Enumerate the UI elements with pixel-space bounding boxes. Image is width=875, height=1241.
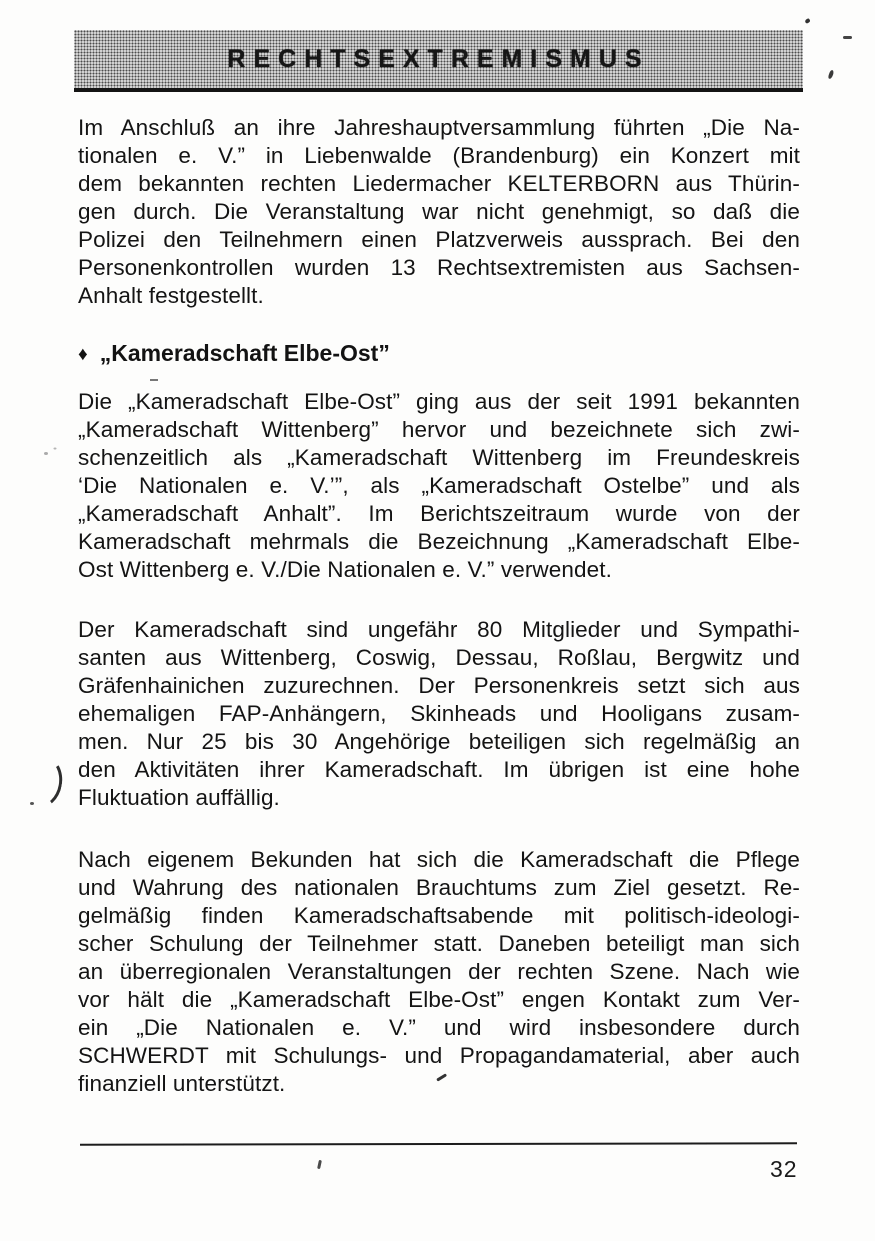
text-line: Anhalt festgestellt.: [78, 283, 264, 308]
text-line: „Kameradschaft Anhalt”. Im Berichtszeitraum wurde von der: [78, 501, 800, 526]
scan-artifact-pen-mark: [18, 753, 66, 811]
footer-rule: [80, 1142, 797, 1146]
text-line: den Aktivitäten ihrer Kameradschaft. Im übrigen ist eine hohe: [78, 757, 800, 782]
diamond-bullet-icon: ♦: [78, 344, 88, 365]
scan-artifact: [150, 379, 158, 381]
text-line: santen aus Wittenberg, Coswig, Dessau, Roßlau, Bergwitz und: [78, 645, 800, 670]
text-line: Personenkontrollen wurden 13 Rechtsextremisten aus Sachsen-: [78, 255, 800, 280]
text-line: und Wahrung des nationalen Brauchtums zum Ziel gesetzt. Re-: [78, 875, 800, 900]
text-line: Der Kameradschaft sind ungefähr 80 Mitglieder und Sympathi-: [78, 617, 800, 642]
text-line: ein „Die Nationalen e. V.” und wird insbesondere durch: [78, 1015, 800, 1040]
subsection-heading: [78, 340, 800, 367]
scan-artifact: [317, 1160, 322, 1169]
scan-artifact: [843, 36, 852, 39]
text-line: schenzeitlich als „Kameradschaft Wittenberg im Freundeskreis: [78, 445, 800, 470]
text-line: Die „Kameradschaft Elbe-Ost” ging aus der seit 1991 bekannten: [78, 389, 800, 414]
text-line: „Kameradschaft Wittenberg” hervor und bezeichnete sich zwi-: [78, 417, 800, 442]
text-line: Nach eigenem Bekunden hat sich die Kameradschaft die Pflege: [78, 847, 800, 872]
body-paragraph: [78, 388, 800, 584]
text-line: ehemaligen FAP-Anhängern, Skinheads und Hooligans zusam-: [78, 701, 800, 726]
text-line: Ost Wittenberg e. V./Die Nationalen e. V.” verwendet.: [78, 557, 612, 582]
text-line: gen durch. Die Veranstaltung war nicht genehmigt, so daß die: [78, 199, 800, 224]
text-line: vor hält die „Kameradschaft Elbe-Ost” engen Kontakt zum Ver-: [78, 987, 800, 1012]
text-line: men. Nur 25 bis 30 Angehörige beteiligen sich regelmäßig an: [78, 729, 800, 754]
text-line: finanziell unterstützt.: [78, 1071, 286, 1096]
text-line: scher Schulung der Teilnehmer statt. Daneben beteiligt man sich: [78, 931, 800, 956]
intro-paragraph: [78, 114, 800, 310]
text-line: tionalen e. V.” in Liebenwalde (Brandenburg) ein Konzert mit: [78, 143, 800, 168]
scan-artifact: [30, 802, 34, 805]
body-paragraph: [78, 616, 800, 812]
subsection-heading-text: „Kameradschaft Elbe-Ost”: [99, 340, 390, 366]
text-line: gelmäßig finden Kameradschaftsabende mit politisch-ideologi-: [78, 903, 800, 928]
page-number: 32: [770, 1156, 798, 1182]
section-header-banner: [74, 30, 803, 92]
text-line: Im Anschluß an ihre Jahreshauptversammlung führten „Die Na-: [78, 115, 800, 140]
section-title: RECHTSEXTREMISMUS: [227, 44, 650, 73]
scan-artifact: [804, 18, 810, 24]
text-line: an überregionalen Veranstaltungen der rechten Szene. Nach wie: [78, 959, 800, 984]
text-line: dem bekannten rechten Liedermacher KELTERBORN aus Thürin-: [78, 171, 800, 196]
text-line: ‘Die Nationalen e. V.’”, als „Kameradschaft Ostelbe” und als: [78, 473, 800, 498]
text-line: Gräfenhainichen zuzurechnen. Der Personenkreis setzt sich aus: [78, 673, 800, 698]
body-paragraph: [78, 846, 800, 1098]
scan-artifact: [44, 452, 48, 455]
text-line: SCHWERDT mit Schulungs- und Propagandamaterial, aber auch: [78, 1043, 800, 1068]
text-line: Polizei den Teilnehmern einen Platzverweis aussprach. Bei den: [78, 227, 800, 252]
text-line: Kameradschaft mehrmals die Bezeichnung „Kameradschaft Elbe-: [78, 529, 800, 554]
scan-artifact: [828, 70, 835, 80]
text-line: Fluktuation auffällig.: [78, 785, 280, 810]
